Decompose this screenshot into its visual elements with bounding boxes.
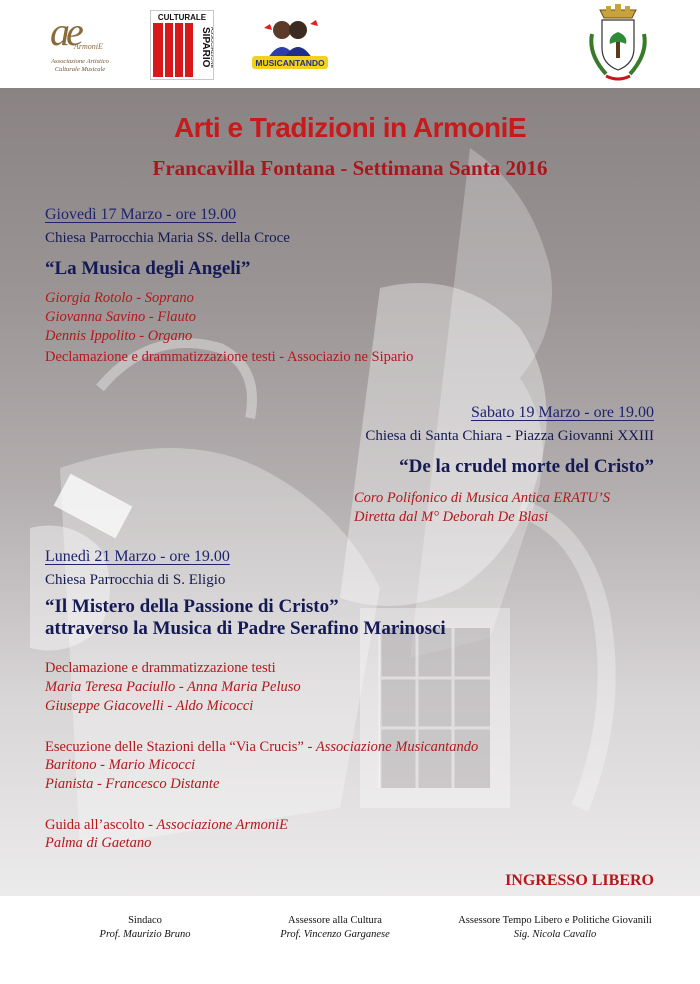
event3-stazioni-label: Esecuzione delle Stazioni della “Via Crucis” - <box>45 739 316 755</box>
event1-performer: Dennis Ippolito - Organo <box>45 328 193 344</box>
armonie-logo <box>40 8 120 80</box>
event3-guida-line <box>45 816 288 834</box>
event3-decl-names: Maria Teresa Paciullo - Anna Maria Peluso <box>45 679 301 695</box>
event1-performer: Giorgia Rotolo - Soprano <box>45 290 194 306</box>
signature-culture <box>250 914 420 942</box>
signature-name: Prof. Vincenzo Garganese <box>280 929 390 940</box>
sipario-logo-side-text: SIPARIO <box>200 27 211 68</box>
signature-name: Prof. Maurizio Bruno <box>99 929 191 940</box>
event1-venue: Chiesa Parrocchia Maria SS. della Croce <box>45 230 290 246</box>
event1-date: Giovedì 17 Marzo - ore 19.00 <box>45 206 237 223</box>
event3-date: Lunedì 21 Marzo - ore 19.00 <box>45 548 230 565</box>
event3-decl-label: Declamazione e drammatizzazione testi <box>45 660 276 676</box>
coat-of-arms <box>586 4 650 84</box>
musicantando-logo-text: MUSICANTANDO <box>255 58 325 68</box>
event2-title: “De la crudel morte del Cristo” <box>399 456 654 477</box>
signature-role: Assessore alla Cultura <box>288 915 382 926</box>
event3-decl-names: Giuseppe Giacovelli - Aldo Micocci <box>45 698 254 714</box>
sipario-logo-top-text: CULTURALE <box>157 13 207 22</box>
event3-stazioni-line <box>45 738 478 756</box>
sipario-logo <box>150 10 214 80</box>
event3-guida-assoc: Associazione ArmoniE <box>156 817 288 833</box>
logo-bar <box>0 0 700 88</box>
armonie-logo-mark: ae <box>50 9 80 54</box>
programme-content <box>0 88 700 896</box>
poster-title: Arti e Tradizioni in ArmoniE <box>173 112 527 143</box>
footer-signatures <box>0 896 700 984</box>
armonie-logo-subtitle: Associazione Artistico Culturale Musicale <box>51 58 109 73</box>
event3-title-line1: “Il Mistero della Passione di Cristo” <box>45 596 339 617</box>
event2-performer: Diretta dal M° Deborah De Blasi <box>354 509 549 525</box>
signature-mayor <box>60 914 230 942</box>
poster-subtitle: Francavilla Fontana - Settimana Santa 2016 <box>152 156 548 180</box>
event2-venue: Chiesa di Santa Chiara - Piazza Giovanni XXIII <box>365 428 654 444</box>
event1-performer: Giovanna Savino - Flauto <box>45 309 197 325</box>
event2-performer: Coro Polifonico di Musica Antica ERATU’S <box>354 490 611 506</box>
signature-leisure <box>430 914 680 942</box>
signature-role: Assessore Tempo Libero e Politiche Giovanili <box>458 915 652 926</box>
event2-date: Sabato 19 Marzo - ore 19.00 <box>470 404 654 421</box>
event3-guida-label: Guida all’ascolto - <box>45 817 157 833</box>
event3-title-line2: attraverso la Musica di Padre Serafino Marinosci <box>45 618 446 639</box>
sipario-logo-assoc-text: ASSOCIAZIONE <box>209 27 213 69</box>
event1-note: Declamazione e drammatizzazione testi - Associazio ne Sipario <box>45 349 414 365</box>
signature-role: Sindaco <box>128 915 162 926</box>
event3-venue: Chiesa Parrocchia di S. Eligio <box>45 572 226 588</box>
event3-stazioni-assoc: Associazione Musicantando <box>315 739 479 755</box>
signature-name: Sig. Nicola Cavallo <box>513 929 597 940</box>
event1-title: “La Musica degli Angeli” <box>45 258 251 279</box>
free-entry-label: INGRESSO LIBERO <box>505 872 654 889</box>
event3-stazioni-name: Baritono - Mario Micocci <box>45 757 196 773</box>
musicantando-logo <box>250 14 330 72</box>
event3-stazioni-name: Pianista - Francesco Distante <box>45 776 220 792</box>
event3-guida-name: Palma di Gaetano <box>45 835 152 851</box>
armonie-logo-name: ArmoniE <box>74 42 103 51</box>
